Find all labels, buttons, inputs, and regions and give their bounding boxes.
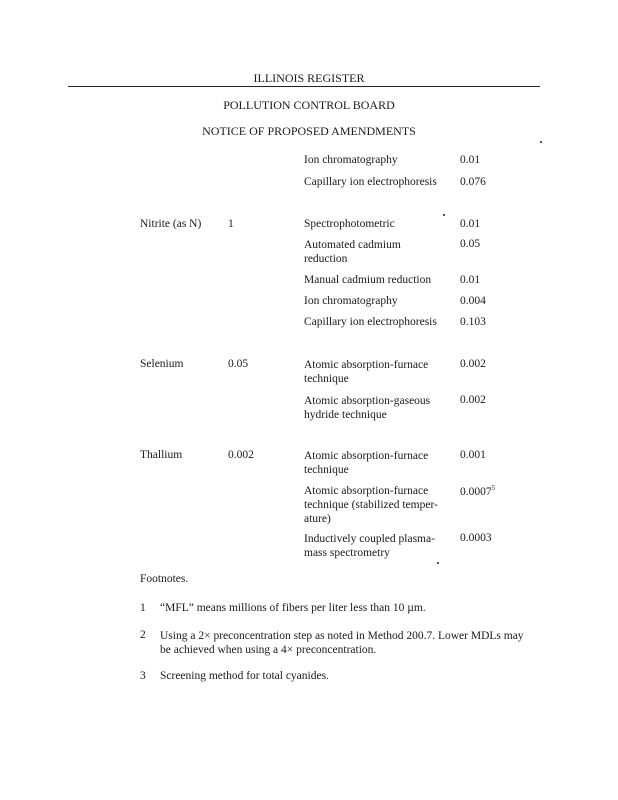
board-title: POLLUTION CONTROL BOARD (223, 98, 395, 112)
method-cell: Atomic absorption-furnace technique (stabilized temper-ature) (304, 485, 438, 525)
footnote-text: Using a 2× preconcentration step as noted in Method 200.7. Lower MDLs may be achieved when using a 4× preconcentration. (160, 630, 524, 656)
mdl-cell: 0.076 (460, 176, 486, 188)
register-title: ILLINOIS REGISTER (253, 71, 365, 85)
header-rule (68, 86, 540, 87)
mdl-cell: 0.01 (460, 154, 481, 166)
contaminant-cell: Selenium (140, 358, 184, 370)
method-cell: Atomic absorption-furnace technique (304, 450, 429, 476)
scan-speck (540, 141, 542, 143)
method-cell: Capillary ion electrophoresis (304, 176, 437, 188)
footnote-number: 3 (140, 670, 146, 682)
scan-speck (437, 562, 439, 564)
mdl-cell: 0.01 (460, 274, 481, 286)
mdl-value: 0.0007 (460, 485, 492, 498)
mdl-cell: 0.0003 (460, 532, 492, 544)
footnote-number: 1 (140, 602, 146, 614)
mdl-cell: 0.01 (460, 218, 481, 230)
method-cell: Inductively coupled plasma-mass spectrometry (304, 533, 435, 559)
method-cell: Manual cadmium reduction (304, 274, 432, 286)
scan-speck (443, 214, 445, 216)
method-cell: Ion chromatography (304, 295, 398, 307)
method-cell: Atomic absorption-gaseous hydride technique (304, 395, 431, 421)
method-cell: Automated cadmium reduction (304, 239, 401, 265)
footnote-text: Screening method for total cyanides. (160, 670, 329, 682)
mcl-cell: 1 (228, 218, 234, 230)
mdl-cell: 0.004 (460, 295, 486, 307)
mdl-cell: 0.002 (460, 358, 486, 370)
footnote-number: 2 (140, 629, 146, 641)
footnotes-title: Footnotes. (140, 573, 189, 585)
mdl-cell: 0.002 (460, 394, 486, 406)
mcl-cell: 0.002 (228, 449, 254, 461)
mdl-cell (460, 484, 495, 498)
mdl-cell: 0.103 (460, 316, 486, 328)
contaminant-cell: Nitrite (as N) (140, 218, 202, 230)
mdl-cell: 0.05 (460, 238, 481, 250)
method-cell: Capillary ion electrophoresis (304, 316, 437, 328)
mdl-cell: 0.001 (460, 449, 486, 461)
method-cell: Spectrophotometric (304, 218, 395, 230)
method-cell: Atomic absorption-furnace technique (304, 359, 429, 385)
footnote-ref: 5 (491, 484, 496, 492)
method-cell: Ion chromatography (304, 154, 398, 166)
footnote-text: “MFL” means millions of fibers per liter less than 10 µm. (160, 602, 426, 614)
notice-title: NOTICE OF PROPOSED AMENDMENTS (202, 124, 416, 138)
contaminant-cell: Thallium (140, 449, 183, 461)
mcl-cell: 0.05 (228, 358, 249, 370)
